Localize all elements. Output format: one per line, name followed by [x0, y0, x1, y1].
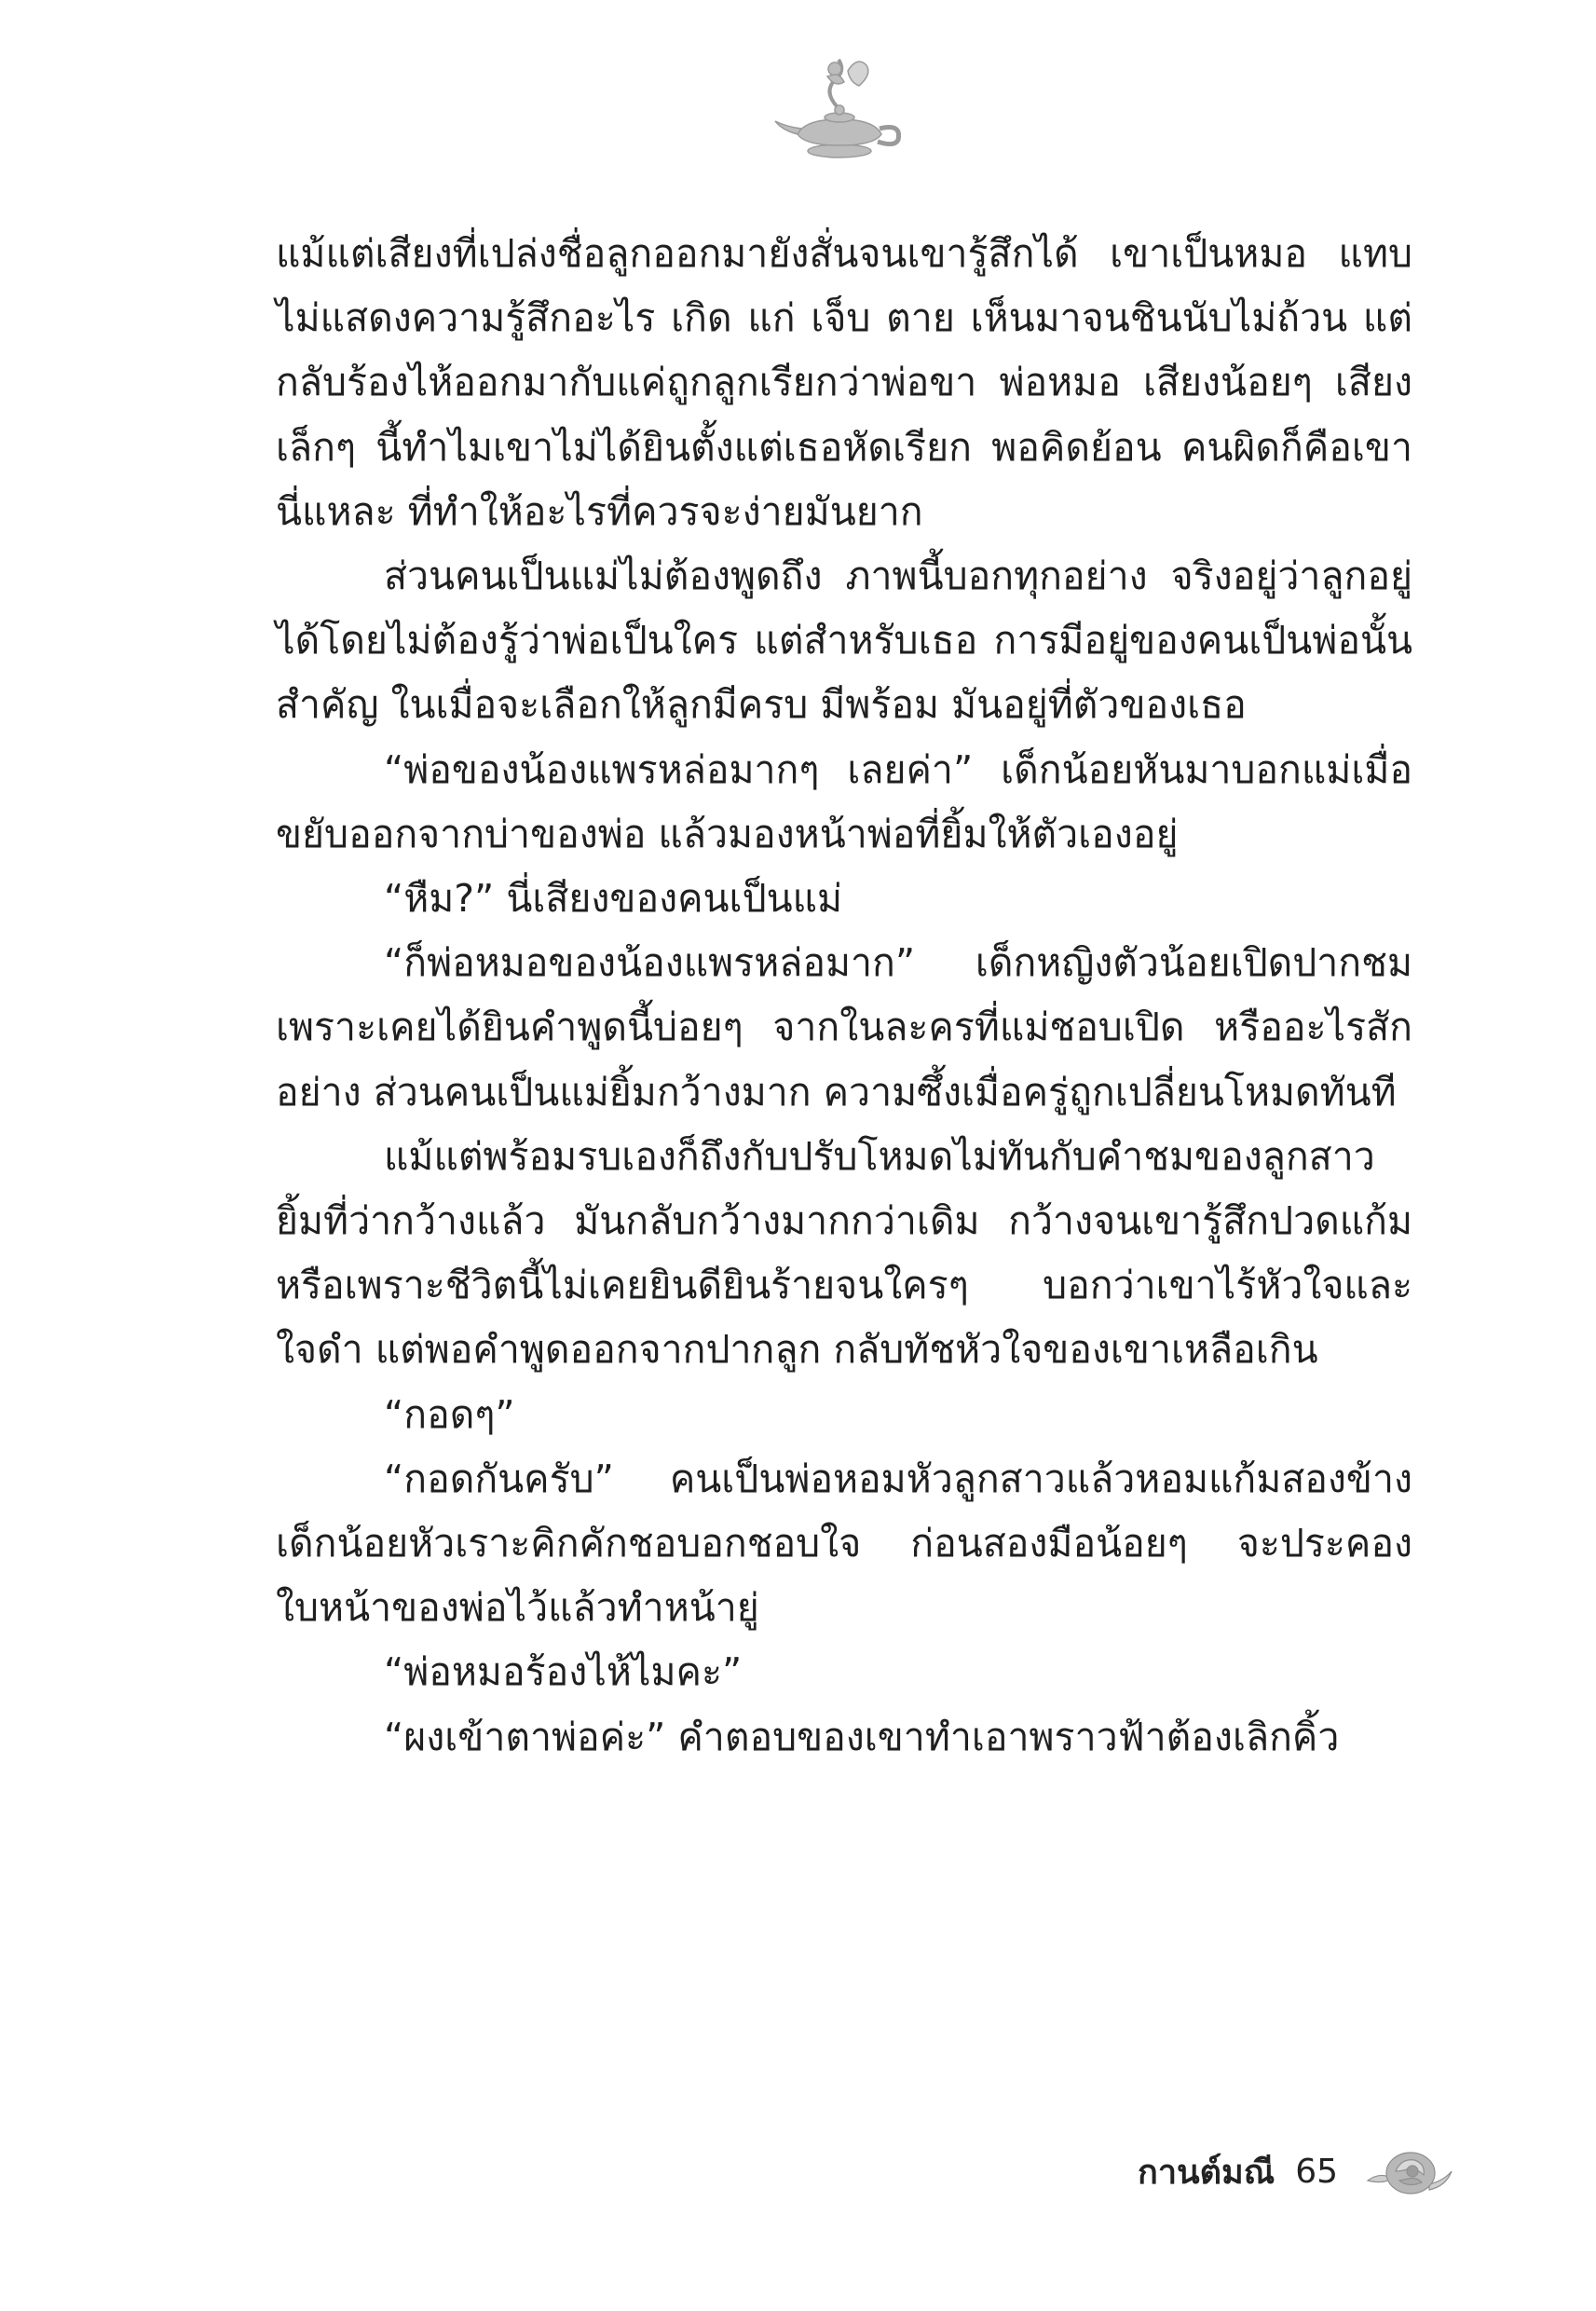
book-title: กานต์มณี — [1138, 2153, 1275, 2192]
paragraph: “ก็พ่อหมอของน้องแพรหล่อมาก” เด็กหญิงตัวน้อยเปิดปากชมเพราะเคยได้ยินคำพูดนี้บ่อยๆ จากในละครที่แม่ชอบเปิด หรืออะไรสักอย่าง ส่วนคนเป็นแม่ยิ้มกว้างมาก ความซึ้งเมื่อครู่ถูกเปลี่ยนโหมดทันที — [276, 940, 1412, 1114]
rose-icon — [1364, 2143, 1453, 2199]
paragraph: “กอดๆ” — [384, 1391, 515, 1437]
paragraph: “หืม?” นี่เสียงของคนเป็นแม่ — [384, 876, 843, 922]
paragraph: ส่วนคนเป็นแม่ไม่ต้องพูดถึง ภาพนี้บอกทุกอย่าง จริงอยู่ว่าลูกอยู่ได้โดยไม่ต้องรู้ว่าพ่อเป็นใคร แต่สำหรับเธอ การมีอยู่ของคนเป็นพ่อนั้นสำคัญ ในเมื่อจะเลือกให้ลูกมีครบ มีพร้อม มันอยู่ที่ตัวของเธอ — [276, 554, 1412, 728]
paragraph: “พ่อหมอร้องไห้ไมคะ” — [384, 1649, 743, 1695]
paragraph: “กอดกันครับ” คนเป็นพ่อหอมหัวลูกสาวแล้วหอมแก้มสองข้าง เด็กน้อยหัวเราะคิกคักชอบอกชอบใจ ก่อนสองมือน้อยๆ จะประคองใบหน้าของพ่อไว้แล้วทำหน้ายู่ — [276, 1456, 1412, 1631]
paragraph: แม้แต่พร้อมรบเองก็ถึงกับปรับโหมดไม่ทันกับคำชมของลูกสาว ยิ้มที่ว่ากว้างแล้ว มันกลับกว้างมากกว่าเดิม กว้างจนเขารู้สึกปวดแก้ม หรือเพราะชีวิตนี้ไม่เคยยินดียินร้ายจนใครๆ บอกว่าเขาไร้หัวใจและใจดำ แต่พอคำพูดออกจากปากลูก กลับทัชหัวใจของเขาเหลือเกิน — [276, 1133, 1412, 1373]
genie-lamp-icon — [770, 54, 909, 166]
page-footer — [1062, 2125, 1453, 2218]
paragraph: “ผงเข้าตาพ่อค่ะ” คำตอบของเขาทำเอาพราวฟ้าต้องเลิกคิ้ว — [384, 1714, 1340, 1759]
paragraph: “พ่อของน้องแพรหล่อมากๆ เลยค่า” เด็กน้อยหันมาบอกแม่เมื่อขยับออกจากบ่าของพ่อ แล้วมองหน้าพ่อที่ยิ้มให้ตัวเองอยู่ — [276, 746, 1412, 856]
paragraph: แม้แต่เสียงที่เปล่งชื่อลูกออกมายังสั่นจนเขารู้สึกได้ เขาเป็นหมอ แทบไม่แสดงความรู้สึกอะไร เกิด แก่ เจ็บ ตาย เห็นมาจนชินนับไม่ถ้วน แต่กลับร้องไห้ออกมากับแค่ถูกลูกเรียกว่าพ่อขา พ่อหมอ เสียงน้อยๆ เสียงเล็กๆ นี้ทำไมเขาไม่ได้ยินตั้งแต่เธอหัดเรียก พอคิดย้อน คนผิดก็คือเขานี่แหละ ที่ทำให้อะไรที่ควรจะง่ายมันยาก — [276, 231, 1412, 534]
body-text — [276, 222, 1412, 1770]
page-number: 65 — [1295, 2152, 1338, 2191]
